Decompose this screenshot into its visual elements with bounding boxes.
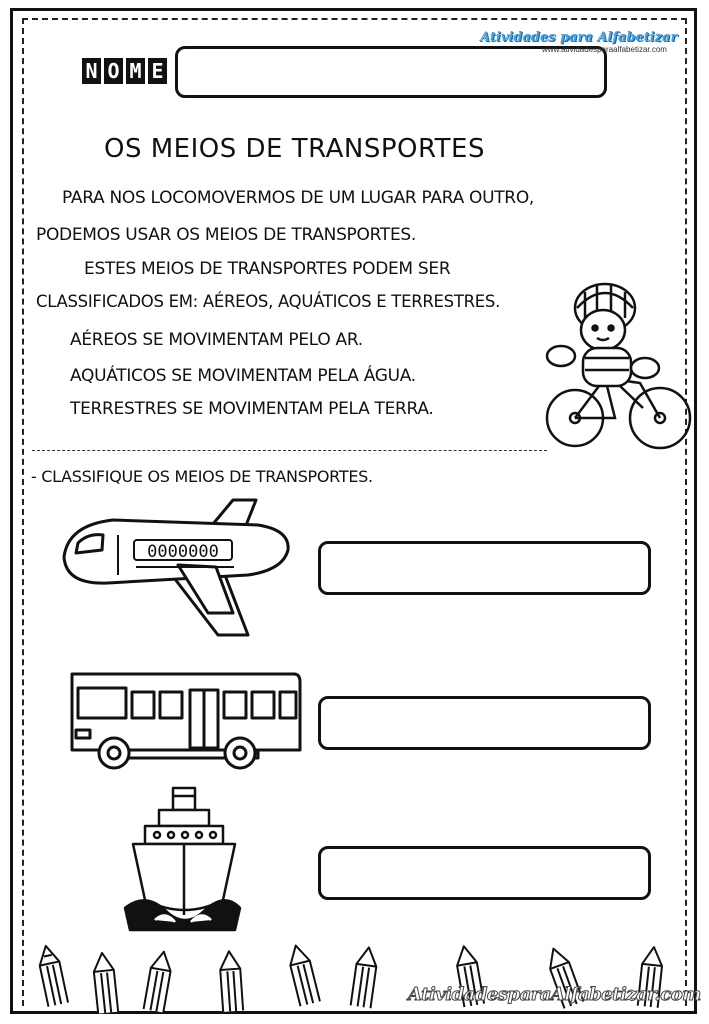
footer-url: AtividadesparaAlfabetizar.com (408, 984, 701, 1005)
name-letter: M (126, 58, 145, 84)
airplane-illustration (58, 495, 298, 640)
paragraph-line: TERRESTRES SE MOVIMENTAM PELA TERRA. (70, 399, 434, 419)
name-letter: E (148, 58, 167, 84)
bus-illustration (68, 668, 303, 773)
paragraph-line: AQUÁTICOS SE MOVIMENTAM PELA ÁGUA. (70, 366, 416, 386)
answer-box-ship[interactable] (318, 846, 651, 900)
section-divider (32, 450, 547, 451)
brand-logo-text: Atividades para Alfabetizar (480, 30, 678, 45)
paragraph-line: PODEMOS USAR OS MEIOS DE TRANSPORTES. (36, 225, 416, 245)
cyclist-illustration (545, 278, 695, 453)
answer-box-bus[interactable] (318, 696, 651, 750)
instruction-text: - CLASSIFIQUE OS MEIOS DE TRANSPORTES. (31, 467, 373, 486)
pencil-icon (351, 946, 379, 1008)
pencil-icon (286, 943, 320, 1006)
name-label (82, 58, 167, 84)
pencil-icon (144, 950, 174, 1013)
pencil-icon (36, 944, 68, 1007)
name-letter: O (104, 58, 123, 84)
name-letter: N (82, 58, 101, 84)
pencil-icon (219, 951, 243, 1012)
brand-url: www.atividadesparaalfabetizar.com (542, 45, 667, 54)
paragraph-line: AÉREOS SE MOVIMENTAM PELO AR. (70, 330, 363, 350)
paragraph-line: ESTES MEIOS DE TRANSPORTES PODEM SER (84, 259, 451, 279)
paragraph-line: PARA NOS LOCOMOVERMOS DE UM LUGAR PARA OUTRO, (62, 188, 535, 208)
paragraph-line: CLASSIFICADOS EM: AÉREOS, AQUÁTICOS E TERRESTRES. (36, 292, 501, 311)
plane-number: 0000000 (147, 542, 219, 562)
page-title: OS MEIOS DE TRANSPORTES (104, 134, 485, 164)
answer-box-airplane[interactable] (318, 541, 651, 595)
pencil-icon (92, 952, 118, 1014)
ship-illustration (125, 780, 240, 935)
brand-logo (480, 30, 678, 60)
